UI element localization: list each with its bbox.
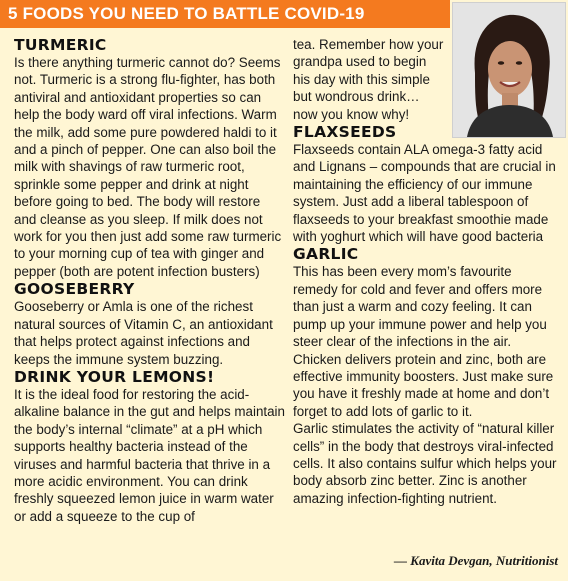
page-title: 5 FOODS YOU NEED TO BATTLE COVID-19 bbox=[8, 4, 365, 23]
title-banner bbox=[0, 0, 450, 28]
gooseberry-heading: GOOSEBERRY bbox=[14, 280, 135, 299]
lemons-body-part1: It is the ideal food for restoring the acid-alkaline balance in the gut and helps maintain the body’s internal “climate” at a pH which supports healthy bacteria instead of the viruses and harmful bacteria that thrive in a more acidic environment. You can drink freshly squeezed lemon juice in warm water or add a squeeze to the cup of bbox=[14, 386, 285, 524]
right-column bbox=[293, 36, 558, 507]
left-column bbox=[14, 36, 286, 525]
author-credit: — Kavita Devgan, Nutritionist bbox=[394, 553, 558, 568]
gooseberry-body: Gooseberry or Amla is one of the richest natural sources of Vitamin C, an antioxidant that helps protect against infections and keeps the immune system buzzing. bbox=[14, 299, 273, 367]
flaxseeds-body: Flaxseeds contain ALA omega-3 fatty acid and Lignans – compounds that are crucial in maintaining the efficiency of our immune system. Just add a liberal tablespoon of flaxseeds to your breakfast smoothie made with yoghurt which will have good bacteria bbox=[293, 142, 556, 245]
lemons-heading: DRINK YOUR LEMONS! bbox=[14, 367, 215, 386]
garlic-heading: GARLIC bbox=[293, 245, 359, 264]
garlic-body-2: Garlic stimulates the activity of “natural killer cells” in the body that destroys viral-infected cells. It also contains sulfur which helps your body absorb zinc better. Zinc is another amazing infection-fighting nutrient. bbox=[293, 421, 557, 506]
lemons-body-part2: tea. Remember how your grandpa used to begin his day with this simple but wondrous drink… now you know why! bbox=[293, 37, 444, 122]
turmeric-heading: TURMERIC bbox=[14, 36, 107, 54]
garlic-body-1: This has been every mom’s favourite remedy for cold and fever and offers more than just a warm and cozy feeling. It can pump up your immune power and help you steer clear of the infections in the air. Chicken delivers protein and zinc, both are effective immunity boosters. Just make sure you have it freshly made at home and don’t forget to add lots of garlic to it. bbox=[293, 264, 554, 419]
turmeric-body: Is there anything turmeric cannot do? Seems not. Turmeric is a strong flu-fighter, has both antiviral and antioxidant properties so can help the body ward off viral infections. Warm the milk, add some pure powdered haldi to it and a pinch of pepper. One can also boil the milk with shavings of raw turmeric root, sprinkle some pepper and drink at night before going to bed. The body will restore and cleanse as you sleep. If milk does not work for you then just add some raw turmeric to your morning cup of tea with ginger and pepper (both are potent infection busters) bbox=[14, 55, 282, 279]
flaxseeds-heading: FLAXSEEDS bbox=[293, 123, 397, 142]
